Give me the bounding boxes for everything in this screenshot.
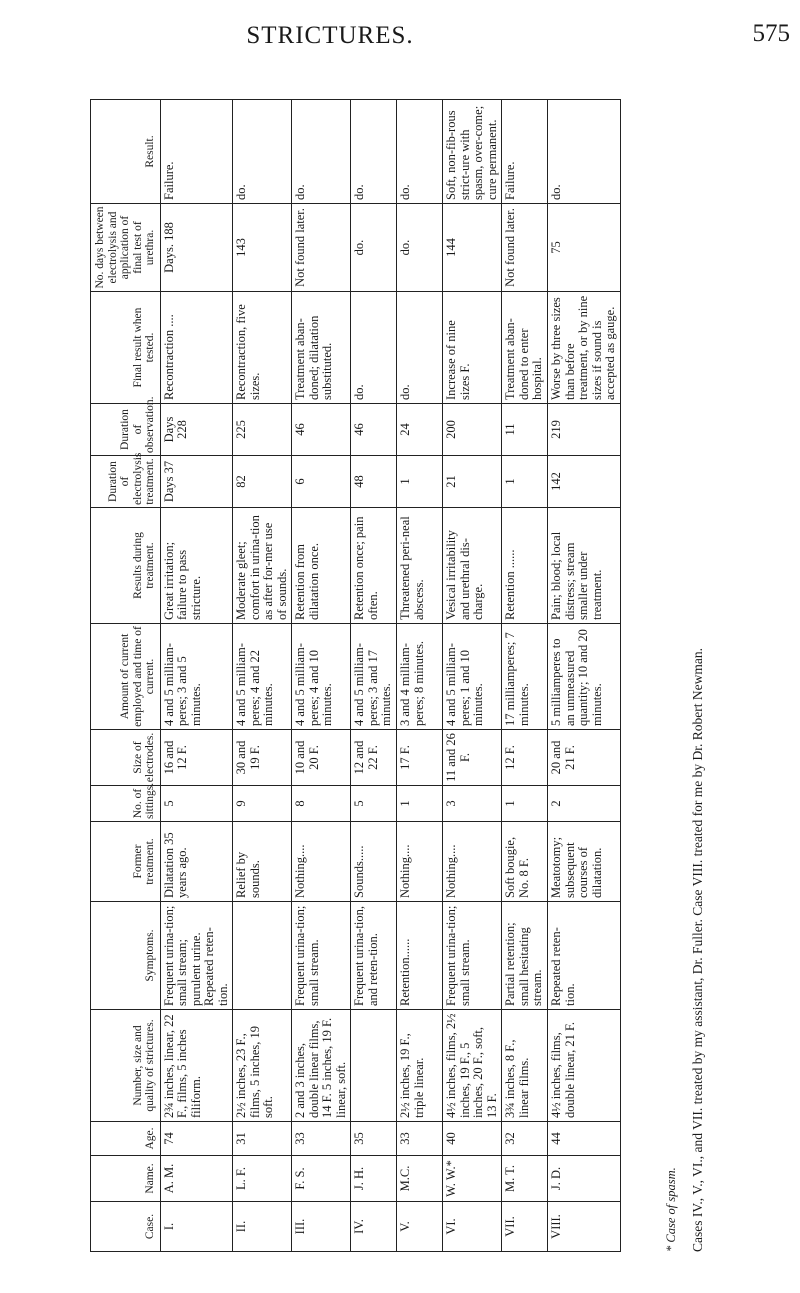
cell-result: do.: [351, 100, 397, 204]
cell-observation: 46: [292, 404, 351, 456]
cell-result: do.: [292, 100, 351, 204]
cell-during: Moderate gleet; comfort in urina-tion as after for-mer use of sounds.: [233, 508, 292, 624]
cell-electrodes: 17 F.: [397, 730, 443, 786]
cell-former: Relief by sounds.: [233, 822, 292, 902]
cell-current: 4 and 5 milliam-peres; 3 and 17 minutes.: [351, 624, 397, 730]
table-row: [292, 100, 351, 1252]
cell-strictures: 3¾ inches, 8 F., linear films.: [502, 1010, 548, 1122]
cell-electrodes: 16 and 12 F.: [160, 730, 233, 786]
cell-observation: 24: [397, 404, 443, 456]
cell-duration: 1: [397, 456, 443, 508]
cell-duration: 1: [502, 456, 548, 508]
cell-age: 74: [160, 1122, 233, 1156]
cell-observation: Days 228: [160, 404, 233, 456]
cell-name: L. F.: [233, 1156, 292, 1202]
table-row: [443, 100, 502, 1252]
cell-former: Nothing....: [443, 822, 502, 902]
cell-during: Great irritation; failure to pass stricture.: [160, 508, 233, 624]
cell-final: do.: [351, 292, 397, 404]
cell-symptoms: Frequent urina-tion, and reten-tion.: [351, 902, 397, 1010]
cell-case: III.: [292, 1202, 351, 1252]
cell-case: VI.: [443, 1202, 502, 1252]
cell-current: 5 milliamperes to an unmeasured quantity; 10 and 20 minutes.: [548, 624, 621, 730]
cell-current: 4 and 5 milliam-peres; 1 and 10 minutes.: [443, 624, 502, 730]
cell-electrodes: 12 and 22 F.: [351, 730, 397, 786]
cell-final: Recontraction, five sizes.: [233, 292, 292, 404]
cell-result: Failure.: [502, 100, 548, 204]
cell-result: Failure.: [160, 100, 233, 204]
cell-observation: 225: [233, 404, 292, 456]
table-row: [502, 100, 548, 1252]
strictures-table: [90, 99, 621, 1252]
cell-sittings: 1: [502, 786, 548, 822]
cell-age: 44: [548, 1122, 621, 1156]
cell-result: do.: [233, 100, 292, 204]
cell-name: J. D.: [548, 1156, 621, 1202]
cell-final: Increase of nine sizes F.: [443, 292, 502, 404]
cell-duration: 6: [292, 456, 351, 508]
cell-during: Retention ......: [502, 508, 548, 624]
cell-symptoms: [233, 902, 292, 1010]
cell-name: W. W.*: [443, 1156, 502, 1202]
page-header: [0, 0, 800, 60]
cell-duration: Days 37: [160, 456, 233, 508]
cell-days-between: 144: [443, 204, 502, 292]
column-header: Symptoms.: [91, 902, 161, 1010]
running-head: STRICTURES.: [246, 22, 414, 49]
cell-current: 4 and 5 milliam-peres; 4 and 22 minutes.: [233, 624, 292, 730]
cell-final: Worse by three sizes than before treatment, or by nine sizes if sound is accepted as gauge.: [548, 292, 621, 404]
cell-symptoms: Frequent urina-tion; small stream.: [292, 902, 351, 1010]
column-header: Results during treatment.: [91, 508, 161, 624]
cell-electrodes: 11 and 26 F.: [443, 730, 502, 786]
column-header: Number, size and quality of strictures.: [91, 1010, 161, 1122]
column-header: No. days between electrolysis and application of final test of urethra.: [91, 204, 161, 292]
cell-sittings: 8: [292, 786, 351, 822]
cell-during: Vesical irritability and urethral dis-charge.: [443, 508, 502, 624]
cell-observation: 219: [548, 404, 621, 456]
column-header: Amount of current employed and time of current.: [91, 624, 161, 730]
cell-days-between: Not found later.: [502, 204, 548, 292]
table-body: [160, 100, 620, 1252]
cell-final: Treatment aban-doned; dilatation substituted.: [292, 292, 351, 404]
cell-age: 33: [292, 1122, 351, 1156]
cell-symptoms: Frequent urina-tion; small stream; purulent urine. Repeated reten-tion.: [160, 902, 233, 1010]
cell-strictures: 2½ inches, 19 F., triple linear.: [397, 1010, 443, 1122]
cell-sittings: 2: [548, 786, 621, 822]
cell-days-between: do.: [351, 204, 397, 292]
cell-during: Retention once; pain often.: [351, 508, 397, 624]
cell-days-between: 75: [548, 204, 621, 292]
cell-during: Threatened peri-neal abscess.: [397, 508, 443, 624]
cell-duration: 142: [548, 456, 621, 508]
cell-duration: 82: [233, 456, 292, 508]
cell-strictures: 2 and 3 inches, double linear films, 14 F. 5 inches, 19 F. linear, soft.: [292, 1010, 351, 1122]
rotated-page-content: [90, 100, 705, 1252]
cell-name: F. S.: [292, 1156, 351, 1202]
cell-duration: 21: [443, 456, 502, 508]
cell-days-between: do.: [397, 204, 443, 292]
cell-electrodes: 30 and 19 F.: [233, 730, 292, 786]
table-row: [233, 100, 292, 1252]
cell-days-between: 143: [233, 204, 292, 292]
page-number: 575: [752, 20, 790, 47]
cell-age: 33: [397, 1122, 443, 1156]
cell-name: M. T.: [502, 1156, 548, 1202]
cell-sittings: 5: [160, 786, 233, 822]
cell-current: 4 and 5 milliam-peres; 3 and 5 minutes.: [160, 624, 233, 730]
cell-symptoms: Retention......: [397, 902, 443, 1010]
cell-electrodes: 10 and 20 F.: [292, 730, 351, 786]
cell-sittings: 3: [443, 786, 502, 822]
table-row: [160, 100, 233, 1252]
cell-observation: 11: [502, 404, 548, 456]
cell-result: Soft, non-fib-rous strict-ure with spasm, over-come; cure permanent.: [443, 100, 502, 204]
cell-days-between: Days. 188: [160, 204, 233, 292]
cell-symptoms: Frequent urina-tion; small stream.: [443, 902, 502, 1010]
cell-case: I.: [160, 1202, 233, 1252]
cell-age: 31: [233, 1122, 292, 1156]
cell-former: Dilatation 35 years ago.: [160, 822, 233, 902]
cell-symptoms: Partial retention; small hesitating stream.: [502, 902, 548, 1010]
cell-days-between: Not found later.: [292, 204, 351, 292]
cell-name: M.C.: [397, 1156, 443, 1202]
column-header: No. of sittings.: [91, 786, 161, 822]
cell-former: Nothing....: [292, 822, 351, 902]
column-header: Size of electrodes.: [91, 730, 161, 786]
column-header: Age.: [91, 1122, 161, 1156]
cell-sittings: 1: [397, 786, 443, 822]
cell-name: J. H.: [351, 1156, 397, 1202]
cell-former: Sounds.....: [351, 822, 397, 902]
cell-case: VIII.: [548, 1202, 621, 1252]
cell-former: Nothing....: [397, 822, 443, 902]
cell-former: Soft bougie, No. 8 F.: [502, 822, 548, 902]
column-header: Result.: [91, 100, 161, 204]
cell-electrodes: 12 F.: [502, 730, 548, 786]
table-caption: Cases IV., V., VI., and VII. treated by my assistant, Dr. Fuller. Case VIII. treated for me by Dr. Robert Newman.: [690, 647, 705, 1252]
cell-sittings: 5: [351, 786, 397, 822]
cell-age: 32: [502, 1122, 548, 1156]
table-row: [548, 100, 621, 1252]
cell-name: A. M.: [160, 1156, 233, 1202]
column-header: Name.: [91, 1156, 161, 1202]
cell-final: do.: [397, 292, 443, 404]
cell-case: II.: [233, 1202, 292, 1252]
cell-current: 17 milliamperes; 7 minutes.: [502, 624, 548, 730]
cell-electrodes: 20 and 21 F.: [548, 730, 621, 786]
table-header: [91, 100, 161, 1252]
column-header: Duration of electrolysis treatment.: [91, 456, 161, 508]
cell-case: VII.: [502, 1202, 548, 1252]
cell-strictures: 4½ inches, films, 2½ inches, 19 F., 5 inches, 20 F., soft, 13 F.: [443, 1010, 502, 1122]
cell-strictures: 2½ inches, 23 F., films, 5 inches, 19 soft.: [233, 1010, 292, 1122]
cell-sittings: 9: [233, 786, 292, 822]
cell-strictures: 4½ inches, films, double linear, 21 F.: [548, 1010, 621, 1122]
cell-duration: 48: [351, 456, 397, 508]
column-header: Former treatment.: [91, 822, 161, 902]
cell-case: V.: [397, 1202, 443, 1252]
footnote: * Case of spasm.: [664, 1167, 678, 1252]
cell-symptoms: Repeated reten-tion.: [548, 902, 621, 1010]
cell-age: 40: [443, 1122, 502, 1156]
cell-during: Retention from dilatation once.: [292, 508, 351, 624]
cell-strictures: 2¾ inches, linear, 22 F., films, 5 inches filiform.: [160, 1010, 233, 1122]
cell-result: do.: [397, 100, 443, 204]
cell-case: IV.: [351, 1202, 397, 1252]
cell-during: Pain; blood; local distress; stream smaller under treatment.: [548, 508, 621, 624]
cell-strictures: [351, 1010, 397, 1122]
column-header: Case.: [91, 1202, 161, 1252]
cell-former: Meatotomy; subsequent courses of dilatation.: [548, 822, 621, 902]
cell-final: Treatment aban-doned to enter hospital.: [502, 292, 548, 404]
column-header: Duration of observation.: [91, 404, 161, 456]
column-header: Final result when tested.: [91, 292, 161, 404]
table-row: [397, 100, 443, 1252]
cell-current: 3 and 4 milliam-peres; 8 minutes.: [397, 624, 443, 730]
cell-age: 35: [351, 1122, 397, 1156]
cell-result: do.: [548, 100, 621, 204]
cell-observation: 46: [351, 404, 397, 456]
cell-final: Recontraction ....: [160, 292, 233, 404]
cell-observation: 200: [443, 404, 502, 456]
table-row: [351, 100, 397, 1252]
cell-current: 4 and 5 milliam-peres; 4 and 10 minutes.: [292, 624, 351, 730]
